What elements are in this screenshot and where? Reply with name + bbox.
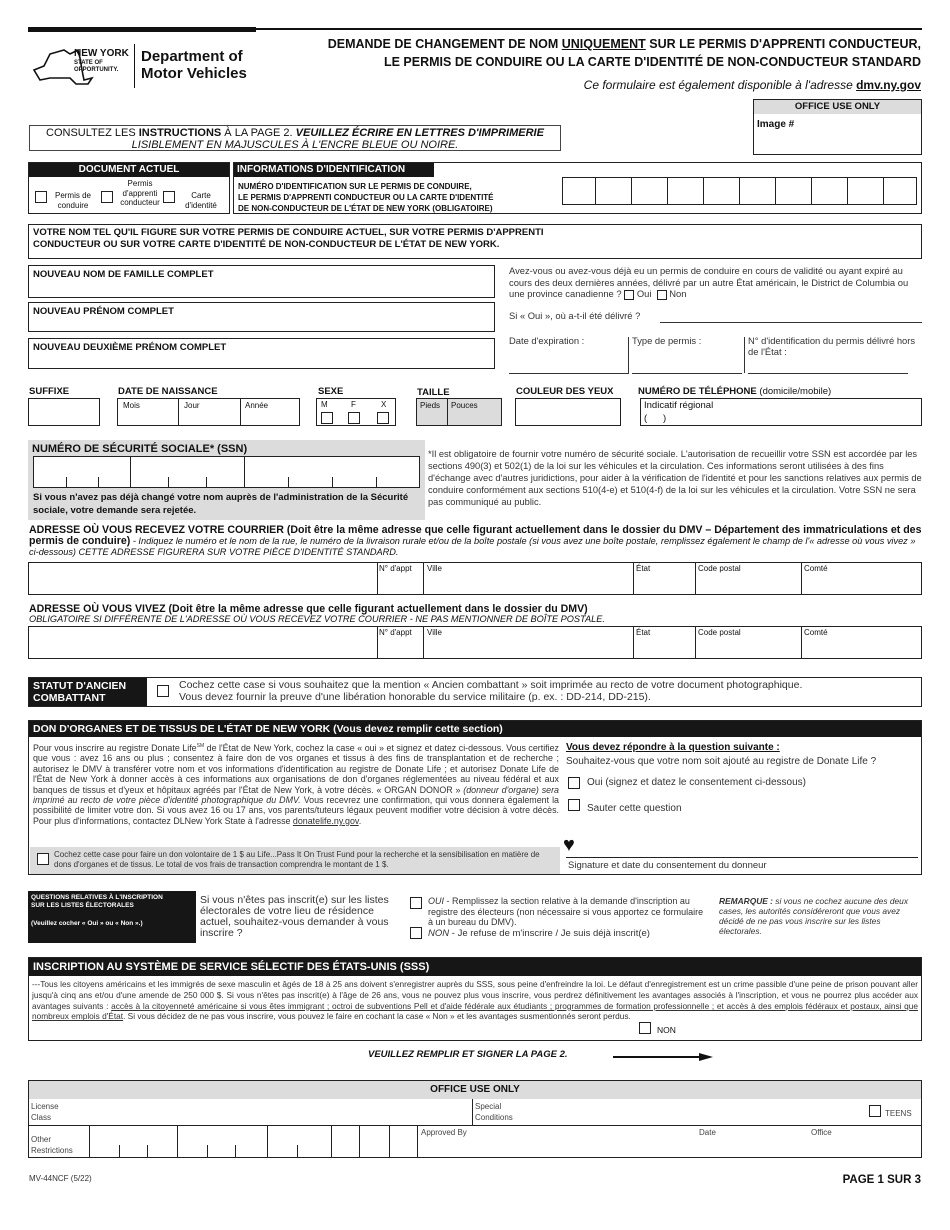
office-date-label: Date (699, 1128, 716, 1137)
current-document-title: DOCUMENT ACTUEL (29, 163, 229, 177)
suffix-field[interactable] (28, 398, 100, 426)
dmv-url-link[interactable]: dmv.ny.gov (856, 78, 921, 92)
live-county-label: Comté (804, 628, 828, 637)
out-of-state-number-line[interactable] (748, 373, 908, 374)
restriction-tick5 (235, 1145, 236, 1157)
approved-by-label: Approved By (421, 1128, 467, 1137)
voter-question: Si vous n'êtes pas inscrit(e) sur les listes électorales de votre lieu de résidence actuel, souhaitez-vous demander à vous inscrire ? (200, 894, 389, 939)
ssn-field[interactable] (33, 456, 420, 488)
donatelife-link[interactable]: donatelife.ny.gov (292, 815, 359, 826)
id-info-line3: DE NON-CONDUCTEUR DE L'ÉTAT DE NEW YORK (OBLIGATOIRE) (238, 204, 493, 213)
sex-x-checkbox[interactable] (377, 412, 389, 424)
sex-field (316, 398, 396, 426)
class-label: Class (31, 1113, 52, 1122)
office-office-label: Office (811, 1128, 832, 1137)
veteran-section (28, 677, 922, 707)
other-license-question-text: Avez-vous ou avez-vous déjà eu un permis de conduire en cours de validité ou ayant expiré au cours des deux dernières années, délivré par un autre État américain, le District de Columbia ou une province canadienne ? (509, 265, 909, 299)
page-number: PAGE 1 SUR 3 (842, 1174, 921, 1186)
logo-new-york: NEW YORK (74, 48, 129, 59)
mail-address-title: ADRESSE OÙ VOUS RECEVEZ VOTRE COURRIER (Doit être la même adresse que celle figurant actuellement dans le dossier du DMV – Département des immatriculations et des permis de conduire) (29, 524, 922, 547)
current-name-box[interactable] (28, 224, 922, 259)
instr-c: À LA PAGE 2. (221, 127, 296, 139)
learner-permit-checkbox[interactable] (101, 191, 113, 203)
id-info-line2: LE PERMIS D'APPRENTI CONDUCTEUR OU LA CARTE D'IDENTITÉ (238, 193, 494, 202)
live-div4 (695, 627, 696, 658)
dept-name-line1: Department of (141, 48, 243, 65)
mail-div5 (801, 563, 802, 594)
voter-title-line3: (Veuillez cocher « Oui » ou « Non ».) (31, 920, 143, 927)
restriction-div8 (331, 1125, 332, 1157)
header-top-rule (28, 27, 256, 32)
ssn-tick-2 (98, 477, 99, 487)
live-div2 (423, 627, 424, 658)
title-part-a: DEMANDE DE CHANGEMENT DE NOM (327, 37, 562, 51)
license-type-line[interactable] (632, 373, 742, 374)
dob-field[interactable] (117, 398, 300, 426)
organ-body-sm: SM (196, 743, 205, 749)
voter-no-checkbox[interactable] (410, 927, 422, 939)
new-middle-name-field[interactable] (28, 338, 495, 369)
voter-title-line2: SUR LES LISTES ÉLECTORALES (31, 902, 134, 909)
live-address-note: OBLIGATOIRE SI DIFFÉRENTE DE L'ADRESSE OÙ VOUS RECEVEZ VOTRE COURRIER - NE PAS MENTIONNER DE BOÎTE POSTALE. (29, 614, 605, 624)
new-first-name-field[interactable] (28, 302, 495, 332)
ssn-tick-4 (206, 477, 207, 487)
mail-address-fields[interactable] (28, 562, 922, 595)
conditions-label: Conditions (475, 1113, 513, 1122)
live-apt-label: N° d'appt (379, 628, 412, 637)
id-info-title: INFORMATIONS D'IDENTIFICATION (234, 163, 434, 177)
restriction-tick7 (297, 1145, 298, 1157)
voter-non-text: - Je refuse de m'inscrire / Je suis déjà inscrit(e) (449, 928, 650, 939)
organ-body-a: Pour vous inscrire au registre Donate Life (33, 742, 197, 753)
other-license-yes-checkbox[interactable] (624, 290, 634, 300)
restriction-div3 (177, 1125, 178, 1157)
sex-f-checkbox[interactable] (348, 412, 360, 424)
restriction-div10 (389, 1125, 390, 1157)
organ-body-end: . (358, 815, 362, 826)
voter-no-text (428, 928, 650, 939)
restrictions-label: Restrictions (31, 1146, 73, 1155)
special-label: Special (475, 1102, 502, 1111)
veteran-checkbox[interactable] (157, 685, 169, 697)
restriction-tick1 (119, 1145, 120, 1157)
height-div (447, 399, 448, 425)
dob-div2 (240, 399, 241, 425)
heart-icon: ♥ (563, 834, 575, 856)
eye-color-label: COULEUR DES YEUX (516, 386, 614, 397)
ssn-grp-div1 (130, 457, 131, 487)
form-availability (584, 78, 921, 92)
mail-county-label: Comté (804, 564, 828, 573)
new-last-name-field[interactable] (28, 265, 495, 298)
ssn-tick-5 (288, 477, 289, 487)
mail-apt-label: N° d'appt (379, 564, 412, 573)
donor-yes-label: Oui (signez et datez le consentement ci-dessous) (587, 777, 806, 788)
live-city-label: Ville (427, 628, 442, 637)
divider-tick-1 (628, 337, 629, 373)
continue-note: VEUILLEZ REMPLIR ET SIGNER LA PAGE 2. (368, 1049, 568, 1060)
must-answer-label: Vous devez répondre à la question suivante : (566, 742, 780, 753)
ssn-legal-note: *Il est obligatoire de fournir votre numéro de sécurité sociale. L'autorisation de recueillir votre SSN est accordée par les sections 490(3) et 502(1) de la loi sur les véhicules et la circulation. Ces informations seront utilisées à des fins d'échange avec d'autres juridictions, pour aider à la vérification de l'identité et pour les sanctions relatives aux permis de conduire conformément aux sections 510(4-e) et 510(4-f) de la loi sur les véhicules et la circulation. Votre SSN ne sera pas communiqué au public. (428, 449, 922, 507)
mail-div2 (423, 563, 424, 594)
id-info-box (233, 162, 922, 214)
height-field[interactable] (416, 398, 502, 426)
header-top-rule-thin (256, 28, 922, 30)
donation-text: Cochez cette case pour faire un don volontaire de 1 $ au Life...Pass It On Trust Fund pour la recherche et la sensibilisation en matière de dons d'organes et de tissus. Le total de vos frais de transaction comprendra le montant de 1 $. (54, 850, 540, 869)
live-address-title: ADRESSE OÙ VOUS VIVEZ (Doit être la même adresse que celle figurant actuellement dans le dossier du DMV) (29, 603, 588, 615)
phone-label-main: NUMÉRO DE TÉLÉPHONE (638, 386, 757, 397)
instr-a: CONSULTEZ LES (46, 127, 139, 139)
height-inches-label: Pouces (451, 401, 478, 410)
donor-signature-line[interactable] (566, 857, 918, 858)
voter-section (28, 891, 922, 943)
height-label: TAILLE (417, 387, 450, 398)
other-license-no-checkbox[interactable] (657, 290, 667, 300)
form-id: MV-44NCF (5/22) (29, 1174, 92, 1183)
live-address-fields[interactable] (28, 626, 922, 659)
sex-f-label: F (351, 400, 356, 409)
instructions-line2: LISIBLEMENT EN MAJUSCULES À L'ENCRE BLEUE OU NOIRE. (131, 139, 459, 151)
dob-div1 (178, 399, 179, 425)
license-type-label: Type de permis : (632, 335, 702, 346)
area-code-parens: ( ) (644, 413, 667, 424)
other-license-question (509, 265, 922, 300)
dob-month-label: Mois (123, 401, 140, 410)
voter-title-box (28, 891, 196, 943)
voter-remark (719, 896, 919, 936)
sss-no-checkbox[interactable] (639, 1022, 651, 1034)
live-zip-label: Code postal (698, 628, 741, 637)
eye-color-field[interactable] (515, 398, 621, 426)
mail-city-label: Ville (427, 564, 442, 573)
mail-state-label: État (636, 564, 651, 573)
expiration-label: Date d'expiration : (509, 335, 585, 346)
donor-skip-label: Sauter cette question (587, 803, 682, 814)
donation-checkbox[interactable] (37, 853, 49, 865)
id-card-label: Carte d'identité (185, 191, 217, 210)
current-document-box (28, 162, 230, 214)
office-col-div1 (472, 1099, 473, 1125)
phone-label (638, 386, 831, 397)
office-use-top (753, 99, 922, 155)
sss-body-a: ---Tous les citoyens américains et les immigrés de sexe masculin et âgés de 18 à 25 ans doivent s'enregistrer auprès du SSS, sous peine d'enfreindre la loi. Le défaut d'enregistrement est un crime passible d'une peine de prison pouvant aller jusqu'à cinq ans et/ou d'une amende de 250 000 $. Si vous n'êtes pas inscrit(e) à l'âge de 26 ans, vous ne pouvez plus vous inscrire, vous perdrez définitivement les avantages associés à l'inscription, et vous ne pourrez plus accéder aux avantages suivants : (32, 979, 918, 1011)
dob-day-label: Jour (184, 401, 200, 410)
area-code-label: Indicatif régional (644, 400, 714, 411)
voter-title-line1: QUESTIONS RELATIVES À L'INSCRIPTION (31, 894, 163, 901)
donor-skip-checkbox[interactable] (568, 799, 580, 811)
new-first-name-label: NOUVEAU PRÉNOM COMPLET (33, 306, 174, 317)
other-license-where-label: Si « Oui », où a-t-il été délivré ? (509, 310, 641, 321)
office-use-title: OFFICE USE ONLY (754, 100, 921, 114)
sss-no-label: NON (657, 1025, 676, 1035)
id-info-line1: NUMÉRO D'IDENTIFICATION SUR LE PERMIS DE CONDUIRE, (238, 182, 472, 191)
restriction-tick4 (207, 1145, 208, 1157)
other-license-where-line[interactable] (660, 322, 922, 323)
donate-life-question: Souhaitez-vous que votre nom soit ajouté au registre de Donate Life ? (566, 756, 877, 767)
live-div1 (377, 627, 378, 658)
voter-non-label: NON (428, 928, 450, 939)
ssn-warning: Si vous n'avez pas déjà changé votre nom auprès de l'administration de la Sécurité sociale, votre demande sera rejetée. (33, 492, 409, 516)
out-of-state-number-label: N° d'identification du permis délivré hors de l'État : (748, 335, 916, 358)
mail-div4 (695, 563, 696, 594)
height-feet-label: Pieds (420, 401, 441, 410)
continue-arrow-icon (613, 1053, 713, 1059)
restriction-div0 (89, 1125, 90, 1157)
veteran-title: STATUT D'ANCIEN COMBATTANT (29, 678, 147, 706)
dob-year-label: Année (245, 401, 269, 410)
restriction-div6 (267, 1125, 268, 1157)
ssn-tick-1 (66, 477, 67, 487)
drivers-license-label: Permis de conduire (54, 191, 91, 210)
instructions-line1 (30, 127, 560, 139)
organ-body-b: de l'État de New York, cochez la case « oui » et signez et datez ci-dessous. Vous certifiez que vous : avez 16 ans ou plus ; consentez à faire don de vos organes et tissus à des fins de transplantation et de recherche ; autorisez le DMV à transférer votre nom et vos informations d'identification au registre de Donate Life ; et autorisez Donate Life de l'État de New York à donner accès à ces informations aux organisations de don d'organes réglementées au niveau fédéral et aux banques de tissus et d'yeux et hôpitaux agréés par l'État de New York, à votre décès. « ORGAN DONOR » (33, 742, 559, 795)
id-card-checkbox[interactable] (163, 191, 175, 203)
logo-opportunity: OPPORTUNITY. (74, 67, 119, 73)
sex-m-checkbox[interactable] (321, 412, 333, 424)
sss-body-b: . Si vous décidez de ne pas vous inscrire, vous pouvez le faire en cochant la case « Non » et les avantages susmentionnés seront perdus. (123, 1011, 631, 1022)
sex-x-label: X (381, 400, 387, 409)
voter-oui-label: OUI (428, 896, 445, 906)
live-div3 (633, 627, 634, 658)
mail-address-note: - Indiquez le numéro et le nom de la rue, le numéro de la livraison rurale et/ou de la boîte postale (si vous avez une boîte postale, remplissez également le champ de l'« adresse où vous vivez » ci-dessous) CETTE ADRESSE FIGURERA SUR VOTRE PIÈCE D'IDENTITÉ STANDARD. (29, 536, 916, 557)
other-label: Other (31, 1135, 52, 1144)
restriction-div9 (359, 1125, 360, 1157)
office-use-bottom (28, 1080, 922, 1158)
organ-donor-section (28, 720, 922, 875)
availability-text: Ce formulaire est également disponible à l'adresse (583, 78, 857, 92)
phone-field[interactable] (640, 398, 922, 426)
voter-yes-text (428, 896, 708, 928)
sss-body-underlined: accès à la citoyenneté américaine si vous êtes immigrant ; octroi de subventions Pell et d'aide fédérale aux étudiants ; programmes de formation professionnelle ; et accès à des emplois fédéraux et postaux, ainsi que nombreux emplois d'État (32, 1000, 918, 1022)
instr-d: VEUILLEZ ÉCRIRE EN LETTRES D'IMPRIMERIE (295, 127, 544, 139)
id-number-input[interactable] (562, 177, 917, 205)
other-license-no-label: Non (669, 288, 687, 299)
live-state-label: État (636, 628, 651, 637)
ssn-tick-3 (168, 477, 169, 487)
new-middle-name-label: NOUVEAU DEUXIÈME PRÉNOM COMPLET (33, 342, 227, 353)
voter-yes-checkbox[interactable] (410, 897, 422, 909)
veteran-line1: Cochez cette case si vous souhaitez que la mention « Ancien combattant » soit imprimée au recto de votre document photographique. (179, 679, 803, 691)
logo-divider (134, 44, 135, 88)
office-bottom-title: OFFICE USE ONLY (29, 1081, 921, 1099)
sss-title: INSCRIPTION AU SYSTÈME DE SERVICE SÉLECTIF DES ÉTATS-UNIS (SSS) (29, 958, 921, 976)
current-name-line2: CONDUCTEUR OU SUR VOTRE CARTE D'IDENTITÉ DE NON-CONDUCTEUR DE L'ÉTAT DE NEW YORK. (33, 239, 500, 250)
sss-section (28, 957, 922, 1041)
office-row-div (29, 1125, 921, 1126)
sss-body (32, 979, 918, 1022)
sex-m-label: M (321, 400, 328, 409)
organ-body-ital: (donneur d'organe) sera imprimé au recto de votre pièce d'identité photographique du DMV. (33, 784, 559, 805)
suffix-label: SUFFIXE (29, 386, 70, 397)
instr-b: INSTRUCTIONS (138, 127, 222, 139)
restriction-tick2 (147, 1145, 148, 1157)
divider-tick-2 (744, 337, 745, 373)
ssn-grp-div2 (244, 457, 245, 487)
organ-donor-body (33, 741, 559, 826)
dept-name-line2: Motor Vehicles (141, 65, 247, 82)
office-col-div2 (417, 1125, 418, 1157)
current-name-line1: VOTRE NOM TEL QU'IL FIGURE SUR VOTRE PERMIS DE CONDUIRE ACTUEL, SUR VOTRE PERMIS D'APPRENTI (33, 227, 544, 238)
license-label: License (31, 1102, 59, 1111)
live-div5 (801, 627, 802, 658)
new-last-name-label: NOUVEAU NOM DE FAMILLE COMPLET (33, 269, 214, 280)
mail-div3 (633, 563, 634, 594)
voter-oui-text: - Remplissez la section relative à la demande d'inscription au registre des électeurs (non nécessaire si vous apportez ce formulaire à un bureau du DMV). (428, 896, 704, 927)
other-license-yes-label: Oui (636, 288, 652, 299)
teens-checkbox[interactable] (869, 1105, 881, 1117)
image-number-label: Image # (757, 119, 795, 130)
form-title-line1 (328, 37, 921, 52)
logo-state-of: STATE OF (74, 60, 103, 66)
title-part-c: SUR LE PERMIS D'APPRENTI CONDUCTEUR, (645, 37, 921, 51)
form-title-line2: LE PERMIS DE CONDUIRE OU LA CARTE D'IDENTITÉ DE NON-CONDUCTEUR STANDARD (383, 55, 921, 69)
sex-label: SEXE (318, 386, 344, 397)
donor-yes-checkbox[interactable] (568, 777, 580, 789)
organ-body-c: Vous recevrez une confirmation, qui vous donnera également la possibilité de limiter votre don. Si vous avez 16 ou 17 ans, vos parents/tuteurs légaux peuvent modifier votre décision à votre décès. Pour plus d'informations, contactez DLNew York State à l'adresse (33, 795, 559, 826)
phone-label-sub: (domicile/mobile) (759, 386, 832, 397)
voter-remark-text: si vous ne cochez aucune des deux cases, les autorités considéreront que vous avez décidé de ne pas vous inscrire sur les listes électorales. (719, 896, 909, 936)
learner-permit-label: Permis d'apprenti conducteur (120, 179, 160, 208)
ssn-title: NUMÉRO DE SÉCURITÉ SOCIALE* (SSN) (32, 443, 248, 455)
mail-div1 (377, 563, 378, 594)
mail-address-header (29, 525, 925, 558)
ssn-tick-6 (332, 477, 333, 487)
dob-label: DATE DE NAISSANCE (118, 386, 218, 397)
teens-label: TEENS (885, 1109, 912, 1118)
mail-zip-label: Code postal (698, 564, 741, 573)
expiration-line[interactable] (509, 373, 629, 374)
veteran-line2: Vous devez fournir la preuve d'une libération honorable du service militaire (p. ex. : DD-214, DD-215). (179, 691, 651, 703)
instructions-box (29, 125, 561, 151)
voter-remark-label: REMARQUE : (719, 896, 773, 906)
organ-donor-title: DON D'ORGANES ET DE TISSUS DE L'ÉTAT DE NEW YORK (Vous devez remplir cette section) (29, 721, 921, 737)
title-part-b: UNIQUEMENT (561, 37, 646, 51)
donor-signature-label: Signature et date du consentement du donneur (568, 860, 767, 871)
ssn-tick-7 (376, 477, 377, 487)
drivers-license-checkbox[interactable] (35, 191, 47, 203)
